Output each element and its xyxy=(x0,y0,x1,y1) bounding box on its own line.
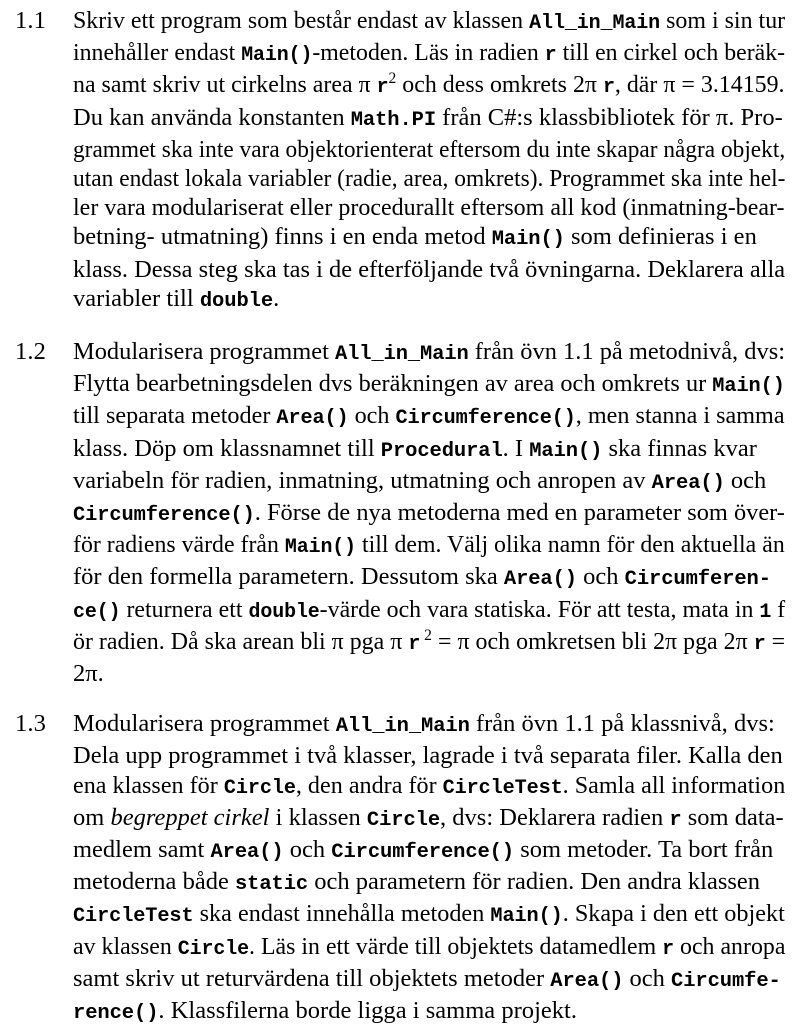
body-text: och xyxy=(576,563,625,591)
emphasis-text: begreppet cirkel xyxy=(110,803,270,831)
exercise-item xyxy=(0,0,800,316)
body-text: ska endast innehålla metoden xyxy=(193,900,491,928)
code-token: Main() xyxy=(712,375,785,399)
code-token: static xyxy=(234,873,309,897)
body-text: klass. Döp om klassnamnet till xyxy=(73,434,381,462)
text-line xyxy=(73,466,766,498)
body-text: ena klassen för xyxy=(73,771,224,799)
code-token: Area() xyxy=(503,568,577,592)
body-text: av klassen xyxy=(73,932,178,960)
code-token: Main() xyxy=(529,439,603,463)
body-text: och dess omkrets 2π xyxy=(396,71,603,99)
body-text: samt skriv ut returvärdena till objektets metoder xyxy=(73,964,551,992)
code-token: r xyxy=(602,76,615,100)
body-text: metoderna både xyxy=(73,868,235,896)
text-line xyxy=(73,164,785,193)
body-text: = π och omkretsen bli 2π pga 2π xyxy=(431,627,754,655)
body-text: och anropa xyxy=(674,932,786,960)
body-text: Flytta bearbetningsdelen dvs beräkningen av area och omkrets ur xyxy=(73,370,713,398)
body-text: , dvs: Deklarera radien xyxy=(440,803,670,831)
exercise-text xyxy=(73,337,786,688)
superscript: 2 xyxy=(388,70,397,88)
code-token: Circle xyxy=(223,776,296,800)
text-line xyxy=(73,401,785,433)
body-text: returnera ett xyxy=(120,595,249,623)
body-text: , där π = 3.14159. xyxy=(614,71,785,99)
text-line xyxy=(73,627,785,659)
body-text: som i sin tur xyxy=(660,7,786,34)
code-token: Main() xyxy=(241,44,313,68)
exercise-text xyxy=(73,709,786,1028)
text-line xyxy=(73,562,771,594)
body-text: betning- utmatning) finns i en enda metod xyxy=(73,223,492,251)
code-token: r xyxy=(753,632,766,656)
body-text: ler vara modulariserat eller procedurallt eftersom all kod (inmatning-bear- xyxy=(73,194,785,222)
body-text: utan endast lokala variabler (radie, area, omkrets). Programmet ska inte hel- xyxy=(73,165,786,193)
body-text: som metoder. Ta bort från xyxy=(514,836,774,864)
body-text: som data- xyxy=(681,803,784,831)
body-text: variabler till xyxy=(73,284,200,312)
body-text: klass. Dessa steg ska tas i de efterföljande två övningarna. Deklarera alla xyxy=(73,255,786,283)
code-token: All_in_Main xyxy=(335,715,470,739)
code-token: r xyxy=(376,76,389,100)
body-text: ska finnas kvar xyxy=(602,434,757,462)
code-token: Area() xyxy=(210,841,284,865)
text-line xyxy=(73,867,760,899)
code-token: Circle xyxy=(366,808,441,832)
code-token: All_in_Main xyxy=(529,12,661,35)
body-text: -metoden. Läs in radien xyxy=(312,39,545,67)
body-text: Modularisera programmet xyxy=(73,710,336,738)
text-line xyxy=(73,835,773,867)
body-text: till dem. Välj olika namn för den aktuella än xyxy=(356,531,785,559)
body-text: . Skapa i den ett objekt xyxy=(562,900,785,928)
body-text: innehåller endast xyxy=(73,39,242,67)
text-line xyxy=(73,434,757,466)
body-text: Skriv ett program som består endast av klassen xyxy=(73,7,530,34)
body-text: för radiens värde från xyxy=(73,531,285,559)
superscript: 2 xyxy=(420,626,432,644)
body-text: = xyxy=(765,627,786,655)
text-line xyxy=(73,996,786,1028)
body-text: . xyxy=(273,284,280,312)
text-line xyxy=(73,659,786,688)
body-text: ör radien. Då ska arean bli π pga π xyxy=(73,627,409,655)
text-line xyxy=(73,498,785,530)
body-text: från övn 1.1 på klassnivå, dvs: xyxy=(469,710,775,738)
text-line xyxy=(73,135,785,164)
body-text: 2π. xyxy=(73,660,104,688)
text-line xyxy=(73,709,775,741)
text-line xyxy=(73,193,785,222)
code-token: Circumference() xyxy=(73,504,255,528)
body-text: medlem samt xyxy=(73,836,211,864)
text-line xyxy=(73,103,783,135)
code-token: Circumferen- xyxy=(624,568,771,592)
exercise-item xyxy=(0,316,800,688)
body-text: -värde och vara statiska. För att testa, mata in xyxy=(319,595,760,623)
code-token: r xyxy=(544,44,557,68)
text-line xyxy=(73,369,785,401)
text-line xyxy=(73,337,785,369)
text-line xyxy=(73,771,785,803)
body-text: i klassen xyxy=(269,803,367,831)
code-token: Circumfe- xyxy=(671,969,781,993)
body-text: Modularisera programmet xyxy=(73,338,335,366)
body-text: till en cirkel och beräk- xyxy=(556,39,786,67)
body-text: π xyxy=(358,71,377,99)
body-text: Du kan använda konstanten xyxy=(73,103,351,131)
code-token: Circumference() xyxy=(395,407,576,431)
code-token: Circumference() xyxy=(331,841,515,865)
body-text: , men stanna i samma xyxy=(575,402,785,430)
code-token: ce() xyxy=(73,600,121,624)
body-text: för den formella parametern. Dessutom ska xyxy=(73,563,504,591)
text-line xyxy=(73,741,783,770)
body-text: . Klassfilerna borde ligga i samma projekt. xyxy=(158,997,578,1025)
text-line xyxy=(73,803,784,835)
body-text: och xyxy=(348,402,396,430)
text-line xyxy=(73,6,785,38)
code-token: r xyxy=(669,808,682,832)
code-token: Area() xyxy=(276,407,349,431)
exercise-text xyxy=(73,6,786,316)
code-token: double xyxy=(248,600,320,624)
code-token: Circle xyxy=(177,937,249,961)
body-text: som definieras i en xyxy=(564,223,757,251)
body-text: grammet ska inte vara objektorienterat eftersom du inte skapar några objekt, xyxy=(73,135,786,163)
body-text: och xyxy=(283,836,332,864)
text-line xyxy=(73,530,785,562)
code-token: r xyxy=(662,937,675,961)
exercise-number: 1.2 xyxy=(15,338,46,366)
exercise-number: 1.3 xyxy=(15,710,46,738)
body-text: till separata metoder xyxy=(73,402,277,430)
body-text: Dela upp programmet i två klasser, lagrade i två separata filer. Kalla den xyxy=(73,742,783,770)
code-token: rence() xyxy=(73,1002,159,1026)
text-line xyxy=(73,222,757,254)
code-token: All_in_Main xyxy=(334,343,469,367)
text-line xyxy=(73,38,785,70)
text-line xyxy=(73,899,785,931)
body-text: och parametern för radien. Den andra klassen xyxy=(308,868,761,896)
text-line xyxy=(73,595,785,627)
body-text: från C#:s klassbibliotek för π. Pro- xyxy=(436,103,783,131)
code-token: 1 xyxy=(759,600,772,624)
code-token: Main() xyxy=(490,905,563,929)
text-line xyxy=(73,70,785,102)
code-token: Math.PI xyxy=(350,108,437,132)
body-text: . Samla all information xyxy=(562,771,786,799)
exercise-item xyxy=(0,688,800,1028)
code-token: CircleTest xyxy=(73,905,194,929)
code-token: double xyxy=(199,289,274,313)
text-line xyxy=(73,255,785,284)
body-text: variabeln för radien, inmatning, utmatning och anropen av xyxy=(73,466,652,494)
code-token: CircleTest xyxy=(442,776,563,800)
body-text: och xyxy=(724,466,767,494)
body-text: om xyxy=(73,803,111,831)
body-text: , den andra för xyxy=(295,771,443,799)
body-text: . I xyxy=(502,434,530,462)
text-line xyxy=(73,932,785,964)
code-token: Procedural xyxy=(380,439,503,463)
body-text: f xyxy=(771,595,786,623)
code-token: Main() xyxy=(491,228,565,252)
exercise-number: 1.1 xyxy=(15,7,46,34)
code-token: Area() xyxy=(550,969,624,993)
code-token: Area() xyxy=(651,471,725,495)
text-line xyxy=(73,284,786,316)
body-text: . Förse de nya metoderna med en parameter som över- xyxy=(254,499,785,527)
code-token: r xyxy=(408,632,421,656)
code-token: Main() xyxy=(284,536,357,560)
body-text: . Läs in ett värde till objektets datamedlem xyxy=(248,932,663,960)
body-text: och xyxy=(623,964,672,992)
body-text: från övn 1.1 på metodnivå, dvs: xyxy=(468,338,786,366)
text-line xyxy=(73,964,781,996)
body-text: na samt skriv ut cirkelns area xyxy=(73,71,359,99)
